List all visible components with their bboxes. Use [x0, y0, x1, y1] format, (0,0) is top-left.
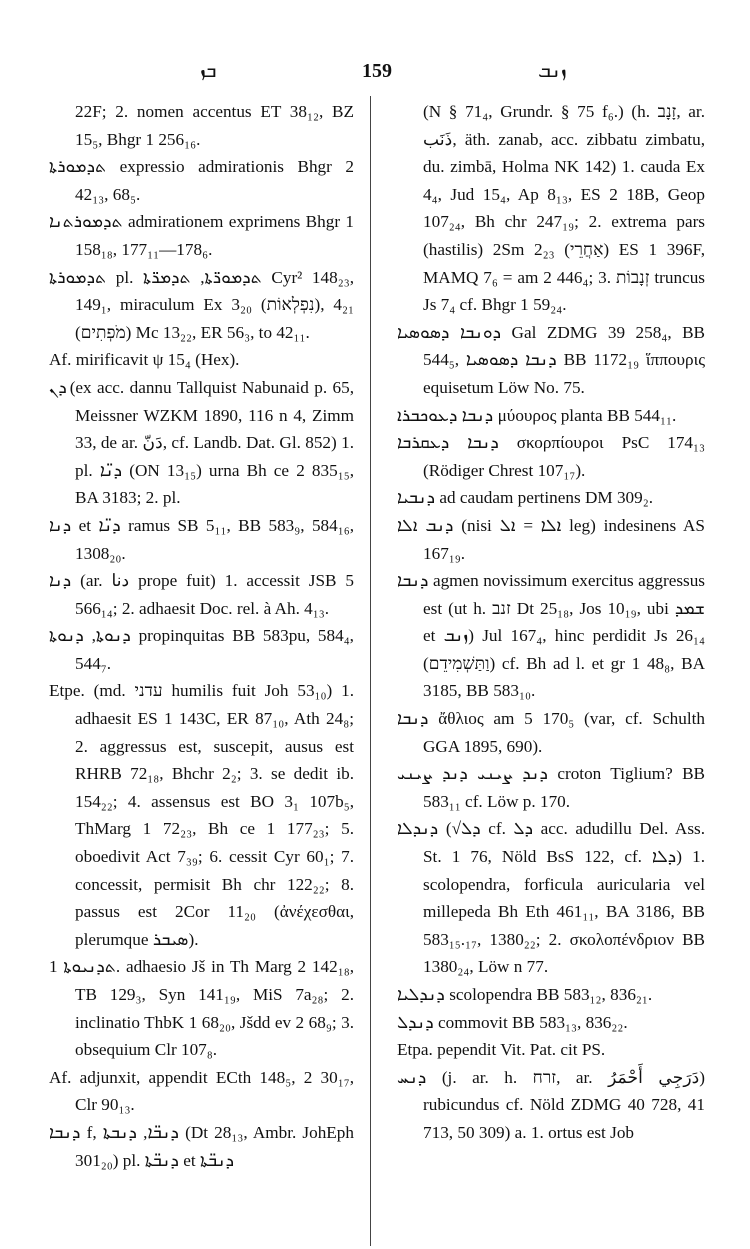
dictionary-entry: ܕܢܒܐ ܕܥܩܪܒܐ σκορπίουροι PsC 174₁₃ (Rödiger Chrest 107₁₇). [397, 433, 705, 480]
dictionary-entry: ܕܢܕܠ commovit BB 583₁₃, 836₂₂. [397, 1012, 628, 1032]
page-header [0, 60, 750, 88]
dictionary-entry: ܕܢ (ex acc. dannu Tallquist Nabunaid p. 65, Meissner WZKM 1890, 116 n 4, Zimm 33, de ar. دَنّ, cf. Landb. Dat. Gl. 852) 1. pl. ܕܢ̈ܐ (ON 13₁₅) urna Bh ce 2 835₁₅, BA 3183; 2. pl. [49, 377, 354, 508]
left-column [49, 98, 354, 1174]
dictionary-entry: Etpa. pependit Vit. Pat. cit PS. [397, 1040, 606, 1060]
header-left-glyph: ܒܙ [200, 60, 217, 82]
dictionary-entry: ܕܢܘܬܐ, ܕܢܘܬܐ propinquitas BB 583pu, 584₄, 544₇. [49, 626, 354, 673]
entry-continuation: 22F; 2. nomen accentus ET 38₁₂, BZ 15₅, Bhgr 1 256₁₆. [75, 102, 354, 149]
page-number: 159 [362, 60, 392, 82]
dictionary-entry: ܕܢܒܐ f, ܕܢܒ̈ܐ, ܕܢܒܬܐ (Dt 28₁₃, Ambr. JohEph 301₂₀) pl. ܕܢܒ̈ܬܐ et ܕܢܒ̈ܬܐ [49, 1122, 354, 1170]
entry-continuation: (N § 71₄, Grundr. § 75 f₆.) (h. זָנָב, ar. ذَنَب, äth. zanab, acc. zibbatu zimbatu, du. zimbā, Holma NK 142) 1. cauda Ex 4₄, Jud 15₄, Ap 8₁₃, ES 2 18B, Geop 107₂₄, Bh chr 247₁₉; 2. extrema pars (hastilis) 2Sm 2₂₃ (אַחֲרֵי) ES 1 396F, MAMQ 7₆ = am 2 446₄; 3. זְנָבוֹת truncus Js 7₄ cf. Bhgr 1 59₂₄. [423, 102, 706, 315]
dictionary-entry: Af. mirificavit ψ 15₄ (Hex). [49, 350, 240, 370]
dictionary-entry: ܕܘܢܒܐ ܕܣܘܣܝܐ Gal ZDMG 39 258₄, BB 544₅, ܕܢܒܐ ܕܣܘܣܝܐ BB 1172₁₉ ἵππουρις equisetum Löw No. 75. [397, 322, 706, 397]
dictionary-entry: ܕܢܒܝܐ ad caudam pertinens DM 309₂. [397, 488, 654, 508]
dictionary-entry: ܬܕܢܝܘܬܐ 1. adhaesio Jš in Th Marg 2 142₁₈, TB 129₃, Syn 141₁₉, MiS 7a₂₈; 2. inclinatio ThbK 1 68₂₀, Jšdd ev 2 68₉; 3. obsequium Clr 107₈. [49, 957, 354, 1060]
dictionary-entry: ܬܕܡܘܪܬܐ expressio admirationis Bhgr 2 42₁₃, 68₅. [49, 157, 354, 204]
column-divider [370, 96, 371, 1246]
dictionary-entry: Etpe. (md. עדני humilis fuit Joh 53₁₀) 1. adhaesit ES 1 143C, ER 87₁₀, Ath 24₈; 2. aggressus est, suscepit, ausus est RHRB 72₁₈, Bhchr 2₂; 3. se dedit ib. 154₂₂; 4. assensus est BO 3₁ 107b₅, ThMarg 1 72₂₃, Bh ce 1 177₂₃; 5. oboedivit Act 7₃₉; 6. cessit Cyr 60₁; 7. concessit, permisit Bh chr 122₂₂; 8. passus est 2Cor 11₂₀ (ἀνέχεσθαι, plerumque ܣܝܒܪ). [49, 681, 354, 949]
dictionary-entry: ܬܕܡܘܪܬܢܐ admirationem exprimens Bhgr 1 158₁₈, 177₁₁—178₆. [49, 212, 354, 259]
dictionary-entry: ܕܢܒܐ ἄθλιος am 5 170₅ (var, cf. Schulth GGA 1895, 690). [397, 709, 705, 756]
dictionary-entry: ܕܢܕ ܨܝܢܝ ܕܢܕ ܨܝܢܝ croton Tiglium? BB 583₁₁ cf. Löw p. 170. [397, 764, 705, 811]
right-column [397, 98, 705, 1147]
header-right-glyph: ܙܢܒ [538, 60, 567, 82]
dictionary-entry: ܕܢܚ (j. ar. h. זרח, ar. دَرَجِي أَحْمَرُ) rubicundus cf. Nöld ZDMG 40 728, 41 713, 50 309) a. 1. ortus est Job [397, 1067, 706, 1142]
dictionary-entry: ܕܢܕܠܐ (√ܕܠ cf. ܕܠ acc. adudillu Del. Ass. St. 1 76, Nöld BsS 122, cf. ܕܠܐ) 1. scolopendra, forficula auricularia vel millepeda Bh Eth 461₁₁, BA 3186, BB 583₁₅.₁₇, 1380₂₂; 2. σκολοπένδριον BB 1380₂₄, Löw n 77. [397, 819, 705, 977]
dictionary-entry: Af. adjunxit, appendit ECth 148₅, 2 30₁₇, Clr 90₁₃. [49, 1067, 354, 1115]
dictionary-entry: ܕܢܐ et ܕܢ̈ܐ ramus SB 5₁₁, BB 583₉, 584₁₆, 1308₂₀. [49, 515, 355, 563]
dictionary-entry: ܕܢܒܐ agmen novissimum exercitus aggressus est (ut h. זנב Dt 25₁₈, Jos 10₁₉, ubi ܫܡܕ et ܙܢܒ) Jul 167₄, hinc perdidit Js 26₁₄ (וַתַּשְׁמִידֵם) cf. Bh ad l. et gr 1 48₈, BA 3185, BB 583₁₀. [397, 571, 706, 701]
dictionary-entry: ܕܢܒ ܐܠܐ (nisi ܐܠܐ = ܐܠ leg) indesinens AS 167₁₉. [397, 515, 705, 563]
dictionary-entry: ܕܢܐ (ar. دنا prope fuit) 1. accessit JSB 5 566₁₄; 2. adhaesit Doc. rel. à Ah. 4₁₃. [49, 571, 354, 618]
dictionary-entry: ܕܢܒܐ ܕܥܘܟܒܪܐ μύουρος planta BB 544₁₁. [397, 405, 677, 425]
dictionary-entry: ܕܢܕܠܝܐ scolopendra BB 583₁₂, 836₂₁. [397, 985, 653, 1004]
dictionary-entry: ܬܕܡܘܪܬܐ pl. ܬܕܡܘܪ̈ܬܐ, ܬܕܡܪ̈ܬܐ Cyr² 148₂₃, 149₁, miraculum Ex 3₂₀ (נִפְלְאוֹת), 4₂₁ (מֹפְתִים) Mc 13₂₂, ER 56₃, to 42₁₁. [49, 267, 354, 342]
